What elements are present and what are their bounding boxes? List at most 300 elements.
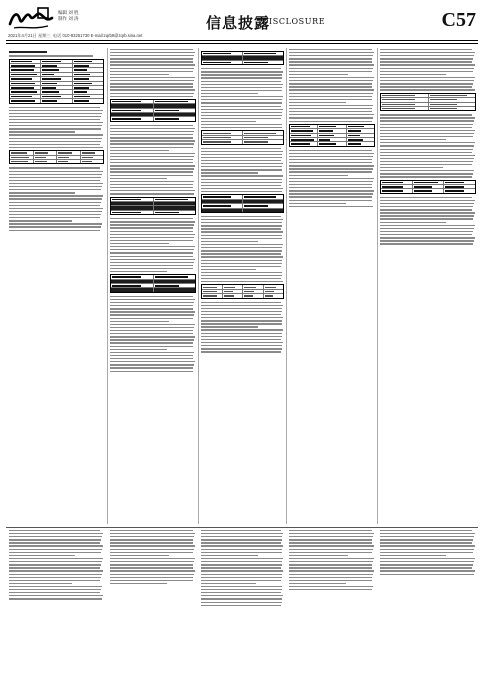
text-line bbox=[201, 263, 282, 264]
text-line bbox=[9, 586, 102, 587]
shareholder-table bbox=[380, 180, 476, 194]
text-line bbox=[201, 175, 283, 176]
text-line bbox=[201, 266, 281, 267]
text-line bbox=[201, 278, 281, 279]
text-line bbox=[380, 152, 472, 153]
text-line bbox=[289, 567, 372, 568]
text-line bbox=[9, 595, 103, 596]
text-line bbox=[380, 545, 475, 546]
text-line bbox=[380, 158, 474, 159]
text-line bbox=[289, 93, 373, 94]
text-line bbox=[201, 151, 283, 152]
text-line bbox=[110, 178, 167, 179]
text-line bbox=[380, 240, 474, 241]
text-line bbox=[201, 124, 282, 125]
text-line bbox=[9, 542, 100, 543]
text-line bbox=[110, 159, 193, 160]
text-line bbox=[289, 200, 372, 201]
text-line bbox=[201, 253, 281, 254]
text-line bbox=[201, 586, 282, 587]
column-divider bbox=[198, 48, 199, 524]
text-line bbox=[201, 250, 282, 251]
text-block bbox=[110, 218, 196, 272]
text-line bbox=[110, 190, 195, 191]
text-line bbox=[110, 296, 193, 297]
shareholder-table bbox=[201, 51, 284, 65]
text-line bbox=[289, 86, 372, 87]
text-line bbox=[9, 147, 103, 148]
financial-table bbox=[9, 59, 104, 104]
text-line bbox=[380, 149, 473, 150]
text-line bbox=[201, 225, 282, 226]
text-line bbox=[9, 539, 101, 540]
text-line bbox=[380, 170, 474, 171]
text-line bbox=[201, 305, 283, 306]
text-line bbox=[380, 542, 472, 543]
article-column-4 bbox=[289, 49, 375, 525]
text-line bbox=[110, 193, 194, 194]
text-line bbox=[289, 49, 372, 50]
lower-column-3 bbox=[201, 530, 284, 692]
text-line bbox=[380, 552, 473, 553]
text-line bbox=[289, 77, 374, 78]
text-line bbox=[110, 131, 194, 132]
article-column-5 bbox=[380, 49, 476, 525]
text-line bbox=[9, 195, 103, 196]
text-line bbox=[201, 247, 282, 248]
text-line bbox=[289, 196, 372, 197]
text-line bbox=[289, 52, 374, 53]
text-line bbox=[110, 308, 193, 309]
text-line bbox=[110, 311, 195, 312]
text-line bbox=[289, 58, 372, 59]
text-line bbox=[201, 191, 282, 192]
text-line bbox=[201, 185, 281, 186]
text-line bbox=[201, 342, 283, 343]
text-line bbox=[9, 564, 101, 565]
text-line bbox=[201, 580, 281, 581]
text-line bbox=[110, 68, 194, 69]
text-line bbox=[110, 567, 193, 568]
text-line bbox=[110, 252, 193, 253]
text-line bbox=[201, 188, 283, 189]
text-line bbox=[110, 150, 169, 151]
text-line bbox=[9, 217, 100, 218]
text-line bbox=[380, 49, 472, 50]
text-line bbox=[110, 89, 195, 90]
text-block bbox=[110, 49, 196, 97]
text-line bbox=[289, 570, 374, 571]
text-line bbox=[201, 235, 282, 236]
text-line bbox=[380, 124, 473, 125]
text-line bbox=[289, 181, 373, 182]
text-line bbox=[110, 218, 193, 219]
text-line bbox=[9, 223, 102, 224]
text-line bbox=[201, 102, 282, 103]
masthead-date-contact bbox=[8, 33, 142, 39]
data-table bbox=[201, 130, 284, 144]
text-line bbox=[201, 121, 256, 122]
text-line bbox=[110, 96, 193, 97]
text-line bbox=[289, 561, 373, 562]
text-line bbox=[201, 106, 281, 107]
text-line bbox=[201, 179, 282, 180]
text-line bbox=[289, 83, 372, 84]
text-line bbox=[110, 224, 194, 225]
text-line bbox=[110, 234, 195, 235]
text-line bbox=[201, 542, 281, 543]
shareholder-table bbox=[201, 194, 284, 213]
text-line bbox=[380, 117, 475, 118]
text-line bbox=[110, 156, 194, 157]
text-line bbox=[110, 153, 195, 154]
text-line bbox=[9, 125, 102, 126]
text-line bbox=[201, 118, 281, 119]
text-line bbox=[110, 561, 194, 562]
text-line bbox=[201, 182, 282, 183]
lower-column-1 bbox=[9, 530, 104, 692]
text-line bbox=[110, 536, 194, 537]
text-line bbox=[289, 530, 372, 531]
text-line bbox=[110, 580, 193, 581]
text-line bbox=[289, 171, 372, 172]
text-line bbox=[201, 74, 282, 75]
text-line bbox=[380, 536, 474, 537]
text-line bbox=[110, 349, 167, 350]
text-line bbox=[380, 80, 474, 81]
text-line bbox=[110, 93, 194, 94]
text-line bbox=[9, 110, 103, 111]
text-line bbox=[9, 189, 101, 190]
text-line bbox=[380, 218, 473, 219]
text-line bbox=[201, 216, 281, 217]
text-line bbox=[9, 55, 93, 56]
text-line bbox=[110, 147, 193, 148]
text-line bbox=[201, 238, 282, 239]
text-line bbox=[9, 561, 102, 562]
text-line bbox=[380, 89, 475, 90]
text-block bbox=[9, 167, 104, 230]
text-line bbox=[289, 159, 372, 160]
text-line bbox=[289, 539, 372, 540]
text-line bbox=[9, 183, 103, 184]
text-line bbox=[201, 77, 282, 78]
text-line bbox=[9, 174, 102, 175]
text-line bbox=[110, 184, 193, 185]
text-line bbox=[289, 555, 348, 556]
text-line bbox=[380, 64, 475, 65]
text-block bbox=[380, 49, 476, 91]
text-line bbox=[110, 361, 195, 362]
text-line bbox=[201, 87, 282, 88]
text-line bbox=[110, 128, 195, 129]
text-line bbox=[9, 122, 103, 123]
financial-table bbox=[289, 124, 375, 147]
text-line bbox=[289, 178, 374, 179]
text-line bbox=[110, 577, 193, 578]
text-line bbox=[289, 156, 373, 157]
text-line bbox=[380, 167, 443, 168]
text-line bbox=[289, 558, 374, 559]
text-line bbox=[289, 545, 374, 546]
text-line bbox=[110, 231, 193, 232]
text-line bbox=[201, 345, 282, 346]
text-line bbox=[201, 228, 281, 229]
text-line bbox=[110, 265, 193, 266]
text-line bbox=[201, 90, 282, 91]
text-line bbox=[380, 114, 472, 115]
text-line bbox=[380, 231, 473, 232]
text-line bbox=[9, 549, 102, 550]
text-line bbox=[201, 157, 282, 158]
text-line bbox=[380, 155, 475, 156]
text-line bbox=[110, 175, 193, 176]
text-line bbox=[380, 215, 474, 216]
text-line bbox=[110, 318, 193, 319]
text-line bbox=[201, 314, 281, 315]
text-line bbox=[289, 99, 372, 100]
column-divider bbox=[286, 48, 287, 524]
text-line bbox=[9, 558, 103, 559]
text-line bbox=[201, 351, 281, 352]
text-line bbox=[9, 134, 103, 135]
text-line bbox=[201, 567, 281, 568]
text-line bbox=[9, 589, 101, 590]
text-line bbox=[380, 71, 473, 72]
text-line bbox=[110, 83, 193, 84]
text-line bbox=[110, 549, 194, 550]
text-line bbox=[201, 93, 258, 94]
text-line bbox=[110, 55, 194, 56]
text-line bbox=[9, 545, 103, 546]
text-line bbox=[201, 84, 283, 85]
text-line bbox=[201, 231, 283, 232]
text-line bbox=[289, 193, 373, 194]
text-line bbox=[289, 89, 374, 90]
text-line bbox=[380, 228, 474, 229]
text-line bbox=[289, 564, 372, 565]
text-line bbox=[201, 577, 282, 578]
text-line bbox=[289, 577, 372, 578]
text-line bbox=[380, 173, 473, 174]
text-line bbox=[380, 139, 446, 140]
text-line bbox=[289, 190, 374, 191]
text-line bbox=[9, 574, 102, 575]
data-table bbox=[201, 284, 284, 298]
text-line bbox=[9, 131, 75, 132]
text-line bbox=[110, 542, 193, 543]
text-line bbox=[380, 243, 473, 244]
text-line bbox=[380, 52, 475, 53]
text-line bbox=[9, 138, 102, 139]
text-line bbox=[9, 192, 75, 193]
text-line bbox=[110, 125, 193, 126]
text-line bbox=[110, 171, 193, 172]
text-line bbox=[201, 570, 283, 571]
text-line bbox=[380, 237, 475, 238]
text-line bbox=[110, 162, 193, 163]
text-line bbox=[380, 133, 474, 134]
text-line bbox=[201, 172, 258, 173]
text-line bbox=[289, 71, 372, 72]
text-line bbox=[289, 184, 372, 185]
text-line bbox=[9, 128, 101, 129]
text-line bbox=[110, 187, 193, 188]
text-line bbox=[9, 208, 103, 209]
text-line bbox=[110, 336, 195, 337]
text-block bbox=[9, 107, 104, 149]
text-line bbox=[380, 197, 472, 198]
text-block bbox=[201, 68, 284, 128]
text-line bbox=[289, 111, 372, 112]
text-line bbox=[289, 552, 372, 553]
text-line bbox=[110, 52, 195, 53]
text-line bbox=[380, 530, 472, 531]
text-line bbox=[380, 61, 472, 62]
text-line bbox=[380, 203, 474, 204]
text-line bbox=[289, 542, 372, 543]
lower-column-5 bbox=[380, 530, 476, 680]
text-line bbox=[380, 539, 473, 540]
text-line bbox=[201, 222, 282, 223]
shareholder-table bbox=[110, 99, 196, 122]
text-line bbox=[380, 570, 475, 571]
text-line bbox=[110, 271, 167, 272]
text-line bbox=[380, 567, 472, 568]
text-line bbox=[201, 71, 283, 72]
lower-column-2 bbox=[110, 530, 196, 692]
text-line bbox=[289, 105, 373, 106]
text-line bbox=[201, 281, 283, 282]
text-line bbox=[380, 549, 474, 550]
text-line bbox=[201, 574, 282, 575]
text-line bbox=[9, 230, 100, 231]
text-line bbox=[110, 249, 194, 250]
text-line bbox=[380, 209, 472, 210]
text-line bbox=[110, 302, 194, 303]
text-line bbox=[201, 336, 282, 337]
text-line bbox=[380, 164, 472, 165]
text-line bbox=[9, 177, 101, 178]
text-line bbox=[289, 574, 373, 575]
text-line bbox=[201, 166, 282, 167]
text-line bbox=[110, 358, 193, 359]
text-line bbox=[201, 96, 283, 97]
text-line bbox=[201, 160, 281, 161]
text-line bbox=[9, 536, 102, 537]
text-line bbox=[110, 530, 193, 531]
text-line bbox=[110, 355, 193, 356]
text-line bbox=[110, 299, 195, 300]
text-line bbox=[201, 302, 281, 303]
text-line bbox=[9, 580, 100, 581]
masthead bbox=[0, 0, 484, 44]
text-line bbox=[201, 308, 282, 309]
text-line bbox=[201, 530, 281, 531]
text-line bbox=[110, 539, 193, 540]
text-line bbox=[201, 256, 283, 257]
text-line bbox=[110, 268, 193, 269]
article-column-2 bbox=[110, 49, 196, 525]
text-line bbox=[201, 127, 282, 128]
text-line bbox=[110, 533, 195, 534]
masthead-editor: 编辑 刘 胜 bbox=[58, 10, 79, 15]
text-line bbox=[110, 371, 193, 372]
text-line bbox=[201, 272, 282, 273]
newspaper-logo bbox=[8, 6, 54, 32]
text-line bbox=[110, 137, 193, 138]
text-line bbox=[380, 83, 473, 84]
text-line bbox=[110, 49, 193, 50]
text-line bbox=[289, 150, 372, 151]
text-line bbox=[110, 259, 195, 260]
text-line bbox=[201, 109, 283, 110]
text-line bbox=[289, 153, 374, 154]
masthead-date: 2021年4月21日 星期三 bbox=[8, 33, 51, 38]
text-line bbox=[201, 269, 256, 270]
text-line bbox=[289, 102, 346, 103]
text-line bbox=[201, 595, 283, 596]
text-line bbox=[289, 203, 346, 204]
text-line bbox=[380, 142, 475, 143]
section-title-en: DISCLOSURE bbox=[262, 17, 326, 26]
text-line bbox=[201, 558, 283, 559]
masthead-meta bbox=[58, 10, 79, 21]
text-line bbox=[380, 136, 473, 137]
text-line bbox=[9, 171, 103, 172]
text-line bbox=[110, 333, 193, 334]
text-line bbox=[110, 552, 193, 553]
text-line bbox=[201, 561, 282, 562]
text-line bbox=[289, 117, 373, 118]
text-block bbox=[9, 530, 104, 600]
text-line bbox=[201, 323, 282, 324]
text-line bbox=[110, 327, 194, 328]
text-line bbox=[110, 77, 195, 78]
text-line bbox=[110, 324, 195, 325]
text-line bbox=[110, 305, 193, 306]
text-line bbox=[110, 134, 193, 135]
text-line bbox=[380, 200, 475, 201]
text-line bbox=[201, 536, 282, 537]
text-line bbox=[289, 533, 374, 534]
text-line bbox=[201, 154, 282, 155]
text-line bbox=[380, 77, 475, 78]
text-line bbox=[110, 140, 195, 141]
text-line bbox=[201, 339, 281, 340]
text-line bbox=[9, 113, 102, 114]
lower-column-4 bbox=[289, 530, 375, 692]
text-line bbox=[289, 96, 372, 97]
text-line bbox=[380, 74, 446, 75]
text-line bbox=[289, 165, 374, 166]
text-block bbox=[110, 296, 196, 372]
text-line bbox=[201, 219, 283, 220]
text-line bbox=[110, 314, 194, 315]
text-line bbox=[201, 244, 283, 245]
text-block bbox=[201, 216, 284, 282]
text-line bbox=[9, 220, 72, 221]
text-line bbox=[9, 198, 102, 199]
text-line bbox=[110, 243, 169, 244]
shareholder-table bbox=[110, 197, 196, 216]
text-line bbox=[201, 326, 258, 327]
text-block bbox=[110, 530, 196, 584]
text-block bbox=[289, 530, 375, 590]
text-line bbox=[9, 186, 102, 187]
text-line bbox=[201, 275, 282, 276]
text-line bbox=[380, 145, 474, 146]
